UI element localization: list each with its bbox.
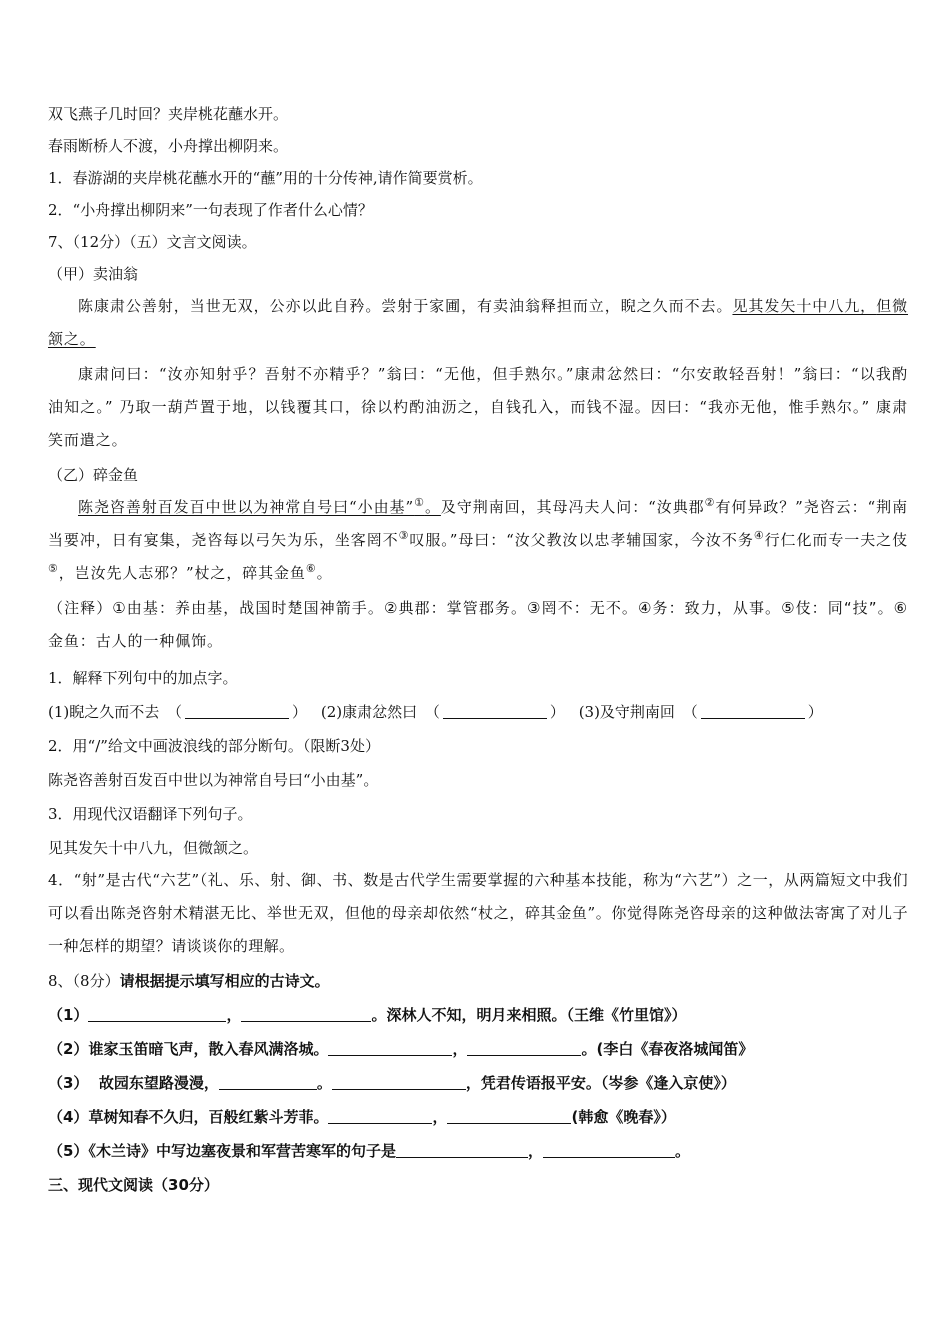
note-marker-1: ① bbox=[414, 496, 425, 509]
poem-line-1: 双飞燕子几时回？夹岸桃花蘸水开。 bbox=[48, 105, 289, 123]
q8-item-2 bbox=[48, 1039, 908, 1059]
q8-item-4 bbox=[48, 1107, 908, 1127]
note-marker-6: ⑥ bbox=[305, 562, 317, 575]
text-jia-paragraph-2: 康肃问曰：“汝亦知射乎？吾射不亦精乎？”翁曰：“无他，但手熟尔。”康肃忿然曰：“尔安敢轻吾射！”翁曰：“以我酌油知之。” 乃取一葫芦置于地，以钱覆其口，徐以杓酌油沥之，自钱孔入，而钱不湿。因曰：“我亦无他，惟手熟尔。” 康肃笑而遣之。 bbox=[48, 365, 908, 449]
paren-close-3: ） bbox=[807, 703, 823, 721]
jia-p1-underlined-b: 但微颔之。 bbox=[48, 297, 909, 348]
fill-item-3: (3)及守荆南回 bbox=[578, 703, 675, 721]
yi-part-e: 叹服。”母曰：“汝父教汝以忠孝辅国家，今汝不务 bbox=[409, 531, 754, 549]
q8-item-5 bbox=[48, 1141, 908, 1161]
answer-blank-3[interactable] bbox=[701, 704, 805, 719]
yi-part-d: 有何异政？”尧咨云：“荆南当要冲，日有宴集，尧咨每以弓矢为乐，坐客罔不 bbox=[48, 498, 909, 549]
q7-fill-row bbox=[48, 702, 908, 722]
q8-blank-5a[interactable] bbox=[396, 1143, 528, 1158]
note-marker-5: ⑤ bbox=[48, 562, 59, 575]
fill-item-1: (1)睨之久而不去 bbox=[48, 703, 160, 721]
q8-item-3-text: ，凭君传语报平安。（岑参《逢入京使》） bbox=[465, 1074, 736, 1092]
yi-part-g: ，岂汝先人志邪？”杖之，碎其金鱼 bbox=[58, 564, 306, 582]
q8-score: 8、（8分） bbox=[48, 972, 120, 990]
jia-p1-part-a: 陈康肃公善射，当世无双，公亦以此自矜。尝射于家圃，有卖油翁释担而立，睨之久而不去。 bbox=[78, 297, 733, 315]
q8-blank-5b[interactable] bbox=[543, 1143, 675, 1158]
answer-blank-2[interactable] bbox=[443, 704, 547, 719]
paren-open-3: （ bbox=[682, 703, 698, 721]
answer-blank-1[interactable] bbox=[185, 704, 289, 719]
q8-item-2-text: 。(李白《春夜洛城闻笛》 bbox=[581, 1040, 754, 1058]
text-yi-title: （乙）碎金鱼 bbox=[48, 466, 139, 484]
yi-part-f: 行仁化而专一夫之伎 bbox=[764, 531, 909, 549]
q8-item-1-sep: ， bbox=[226, 1006, 242, 1024]
q8-item-1 bbox=[48, 1005, 908, 1025]
note-marker-2: ② bbox=[704, 496, 716, 509]
note-marker-3: ③ bbox=[398, 529, 410, 542]
q8-item-3 bbox=[48, 1073, 908, 1093]
yi-part-c: 及守荆南回，其母冯夫人问：“汝典郡 bbox=[440, 498, 705, 516]
exam-page bbox=[48, 96, 908, 1195]
q8-item-5-number: （5） bbox=[48, 1142, 89, 1160]
q8-blank-2b[interactable] bbox=[467, 1041, 581, 1056]
poem-line-2: 春雨断桥人不渡，小舟撑出柳阴来。 bbox=[48, 137, 289, 155]
poem-question-1: 1．春游湖的夹岸桃花蘸水开的“蘸”用的十分传神,请作简要赏析。 bbox=[48, 169, 483, 187]
q7-sub-question-2: 2．用“/”给文中画波浪线的部分断句。（限断3处） bbox=[48, 737, 380, 755]
paren-open-1: （ bbox=[167, 703, 183, 721]
jia-p1-underlined-a: 见其发矢十中八九， bbox=[732, 297, 877, 315]
text-yi-paragraph bbox=[48, 491, 908, 590]
q8-item-4-number: （4） bbox=[48, 1108, 89, 1126]
q8-item-4-pre: 草树知春不久归，百般红紫斗芳菲。 bbox=[88, 1108, 329, 1126]
q8-item-1-number: （1） bbox=[48, 1006, 89, 1024]
question-8-heading bbox=[48, 971, 908, 991]
q8-blank-3a[interactable] bbox=[219, 1075, 317, 1090]
text-jia-title: （甲）卖油翁 bbox=[48, 265, 139, 283]
q8-item-5-sep: ， bbox=[527, 1142, 543, 1160]
q7-sub-question-2-text: 陈尧咨善射百发百中世以为神常自号曰“小由基”。 bbox=[48, 771, 379, 789]
note-marker-4: ④ bbox=[753, 529, 765, 542]
q8-blank-1b[interactable] bbox=[241, 1007, 371, 1022]
q8-item-2-pre: 谁家玉笛暗飞声，散入春风满洛城。 bbox=[88, 1040, 329, 1058]
annotation-notes: （注释）①由基：养由基，战国时楚国神箭手。②典郡：掌管郡务。③罔不：无不。④务：致力，从事。⑤伎：同“技”。⑥金鱼：古人的一种佩饰。 bbox=[48, 599, 908, 650]
q7-sub-question-1: 1．解释下列句中的加点字。 bbox=[48, 669, 238, 687]
yi-part-a: 陈尧咨善射百发百中世以为神常自号曰“小由基” bbox=[78, 498, 415, 516]
fill-item-2: (2)康肃忿然曰 bbox=[320, 703, 418, 721]
question-7-heading: 7、（12分）（五）文言文阅读。 bbox=[48, 233, 257, 251]
poem-question-2: 2．“小舟撑出柳阴来”一句表现了作者什么心情？ bbox=[48, 201, 373, 219]
q8-item-1-text: 。深林人不知，明月来相照。（王维《竹里馆》） bbox=[371, 1006, 687, 1024]
q8-blank-4b[interactable] bbox=[447, 1109, 571, 1124]
q8-blank-4a[interactable] bbox=[328, 1109, 432, 1124]
q8-item-3-pre: 故园东望路漫漫， bbox=[88, 1074, 219, 1092]
q8-blank-3b[interactable] bbox=[332, 1075, 466, 1090]
q7-sub-question-4: 4．“射”是古代“六艺”（礼、乐、射、御、书、数是古代学生需要掌握的六种基本技能，称为“六艺”）之一，从两篇短文中我们可以看出陈尧咨射术精湛无比、举世无双，但他的母亲却依然“杖之，碎其金鱼”。你觉得陈尧咨母亲的这种做法寄寓了对儿子一种怎样的期望？请谈谈你的理解。 bbox=[48, 871, 908, 955]
q8-item-5-text: 。 bbox=[674, 1142, 690, 1160]
q8-item-5-pre: 《木兰诗》中写边塞夜景和军营苦寒军的句子是 bbox=[88, 1142, 396, 1160]
q8-item-2-sep: ， bbox=[452, 1040, 468, 1058]
q8-item-4-sep: ， bbox=[432, 1108, 448, 1126]
yi-part-b: 。 bbox=[424, 498, 441, 516]
q8-instruction: 请根据提示填写相应的古诗文。 bbox=[119, 972, 330, 990]
q8-item-3-sep: 。 bbox=[316, 1074, 332, 1092]
paren-close-2: ） bbox=[549, 703, 565, 721]
paren-open-2: （ bbox=[424, 703, 440, 721]
q8-blank-1a[interactable] bbox=[88, 1007, 226, 1022]
yi-part-h: 。 bbox=[316, 564, 333, 582]
yi-wavy-sentence bbox=[78, 498, 441, 516]
paren-close-1: ） bbox=[292, 703, 308, 721]
text-jia-paragraph-1 bbox=[48, 290, 908, 356]
q7-sub-question-3: 3．用现代汉语翻译下列句子。 bbox=[48, 805, 253, 823]
section-3-heading: 三、现代文阅读（30分） bbox=[48, 1176, 219, 1194]
q8-item-2-number: （2） bbox=[48, 1040, 89, 1058]
q8-blank-2a[interactable] bbox=[328, 1041, 452, 1056]
q8-item-3-number: （3） bbox=[48, 1074, 89, 1092]
q7-sub-question-3-text: 见其发矢十中八九，但微颔之。 bbox=[48, 839, 259, 857]
q8-item-4-text: (韩愈《晚春》） bbox=[571, 1108, 676, 1126]
